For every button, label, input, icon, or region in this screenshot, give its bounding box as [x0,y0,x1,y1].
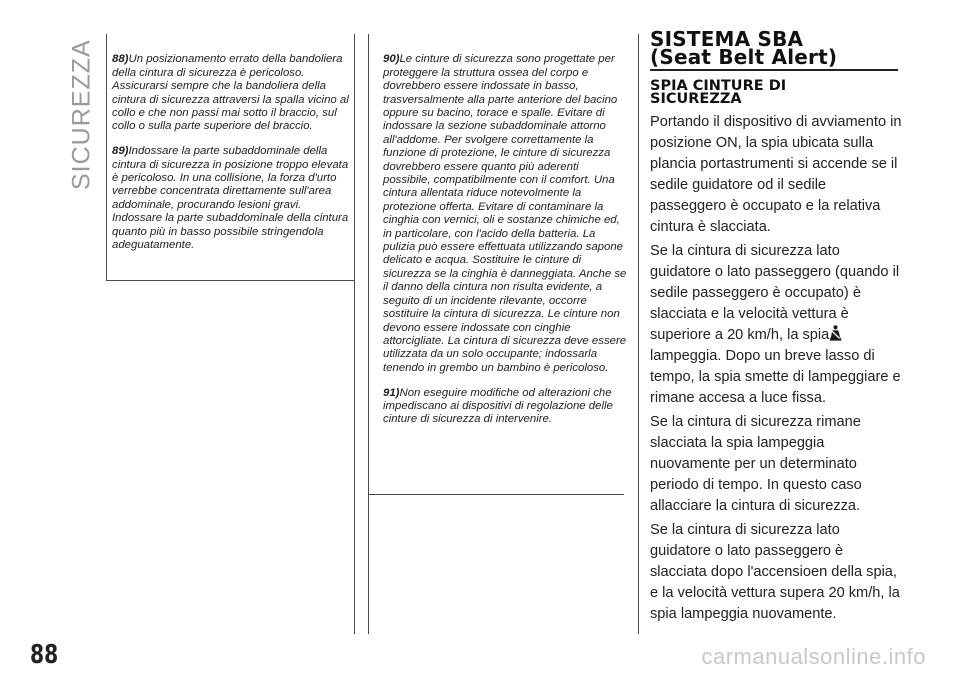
seatbelt-warning-icon [829,325,842,341]
note-88 [112,53,350,133]
note-91 [383,387,627,427]
sba-section [650,27,902,628]
paragraph-2-before-icon: Se la cintura di sicurezza lato guidatore o lato passeggero (quando il sedile passeggero è occupato) è slacciata e la velocità vettura è superiore a 20 km/h, la spia [650,243,900,343]
section-body [650,112,902,625]
site-watermark: carmanualsonline.info [701,644,926,669]
column-divider-1 [354,34,355,634]
column-divider-3 [638,34,639,634]
paragraph-1: Portando il dispositivo di avviamento in posizione ON, la spia ubicata sulla plancia portastrumenti si accende se il sedile guidatore od il sedile passeggero è occupato e la relativa cintura è slacciata. [650,114,902,235]
note-89 [112,145,350,252]
column-divider-2 [368,34,369,634]
section-side-label: SICUREZZA [67,39,96,190]
note-number: 89) [112,145,129,158]
section-title-line2: (Seat Belt Alert) [650,45,838,69]
paragraph-4: Se la cintura di sicurezza lato guidatore o lato passeggero è slacciata dopo l'accensioen della spia, e la velocità vettura supera 20 km/h, la spia lampeggia nuovamente. [650,522,900,622]
middle-box-bottom-rule [368,494,624,495]
title-underline [650,69,898,71]
paragraph-2-after-icon: lampeggia. Dopo un breve lasso di tempo, la spia smette di lampeggiare e rimane accesa a luce fissa. [650,348,901,406]
note-text: Un posizionamento errato della bandoliera della cintura di sicurezza è pericoloso. Assicurarsi sempre che la bandoliera della cintura di sicurezza attraversi la spalla vicino al collo e che non passi mai sotto il braccio, sul collo o sulla parte superiore del braccio. [112,53,349,133]
paragraph-2 [650,241,902,409]
notes-left-box [112,42,350,264]
subsection-title-line2: SICUREZZA [650,91,742,107]
subsection-title [650,80,902,106]
note-text: Non eseguire modifiche od alterazioni che impediscano ai dispositivi di regolazione delle cinture di sicurezza di intervenire. [383,386,613,426]
notes-middle-box [383,42,627,438]
section-title-line1: SISTEMA SBA [650,27,804,51]
section-title [650,27,902,69]
paragraph-3: Se la cintura di sicurezza rimane slacciata la spia lampeggia nuovamente per un determinato periodo di tempo. In questo caso allacciare la cintura di sicurezza. [650,414,862,514]
note-number: 90) [383,53,400,66]
page-number: 88 [30,640,59,670]
note-text: Indossare la parte subaddominale della cintura di sicurezza in posizione troppo elevata è pericoloso. In una collisione, la forza d'urto verrebbe concentrata direttamente sull'area addominale, procurando lesioni gravi. Indossare la parte subaddominale della cintura quanto più in basso possibile stringendola adeguatamente. [112,145,349,252]
left-box-bottom-rule [106,280,354,281]
note-number: 91) [383,386,400,399]
note-text: Le cinture di sicurezza sono progettate per proteggere la struttura ossea del corpo e dovrebbero essere indossate in basso, trasversalmente alla parte anteriore del bacino oppure su bacino, torace e spalle. Evitare di indossare la sezione subaddominale attorno all'addome. Per svolgere correttamente la funzione di protezione, le cinture di sicurezza dovrebbero essere quanto più aderenti possibile, compatibilmente con il comfort. Una cintura allentata riduce notevolmente la protezione offerta. Evitare di contaminare la cinghia con vernici, oli e sostanze chimiche ed, in particolare, con l'acido della batteria. La pulizia può essere effettuata utilizzando sapone delicato e acqua. Sostituire le cinture di sicurezza se la cinghia è danneggiata. Anche se il danno della cintura non risulta evidente, a seguito di un incidente rilevante, occorre sostituire la cintura di sicurezza. Le cinture non devono essere indossate con cinghie attorcigliate. La cintura di sicurezza deve essere utilizzata da un solo occupante; indossarla tenendo in grembo un bambino è pericoloso. [383,53,627,374]
left-box-left-rule [106,34,107,280]
note-number: 88) [112,53,129,66]
note-90 [383,53,627,375]
subsection-title-line1: SPIA CINTURE DI [650,78,787,94]
